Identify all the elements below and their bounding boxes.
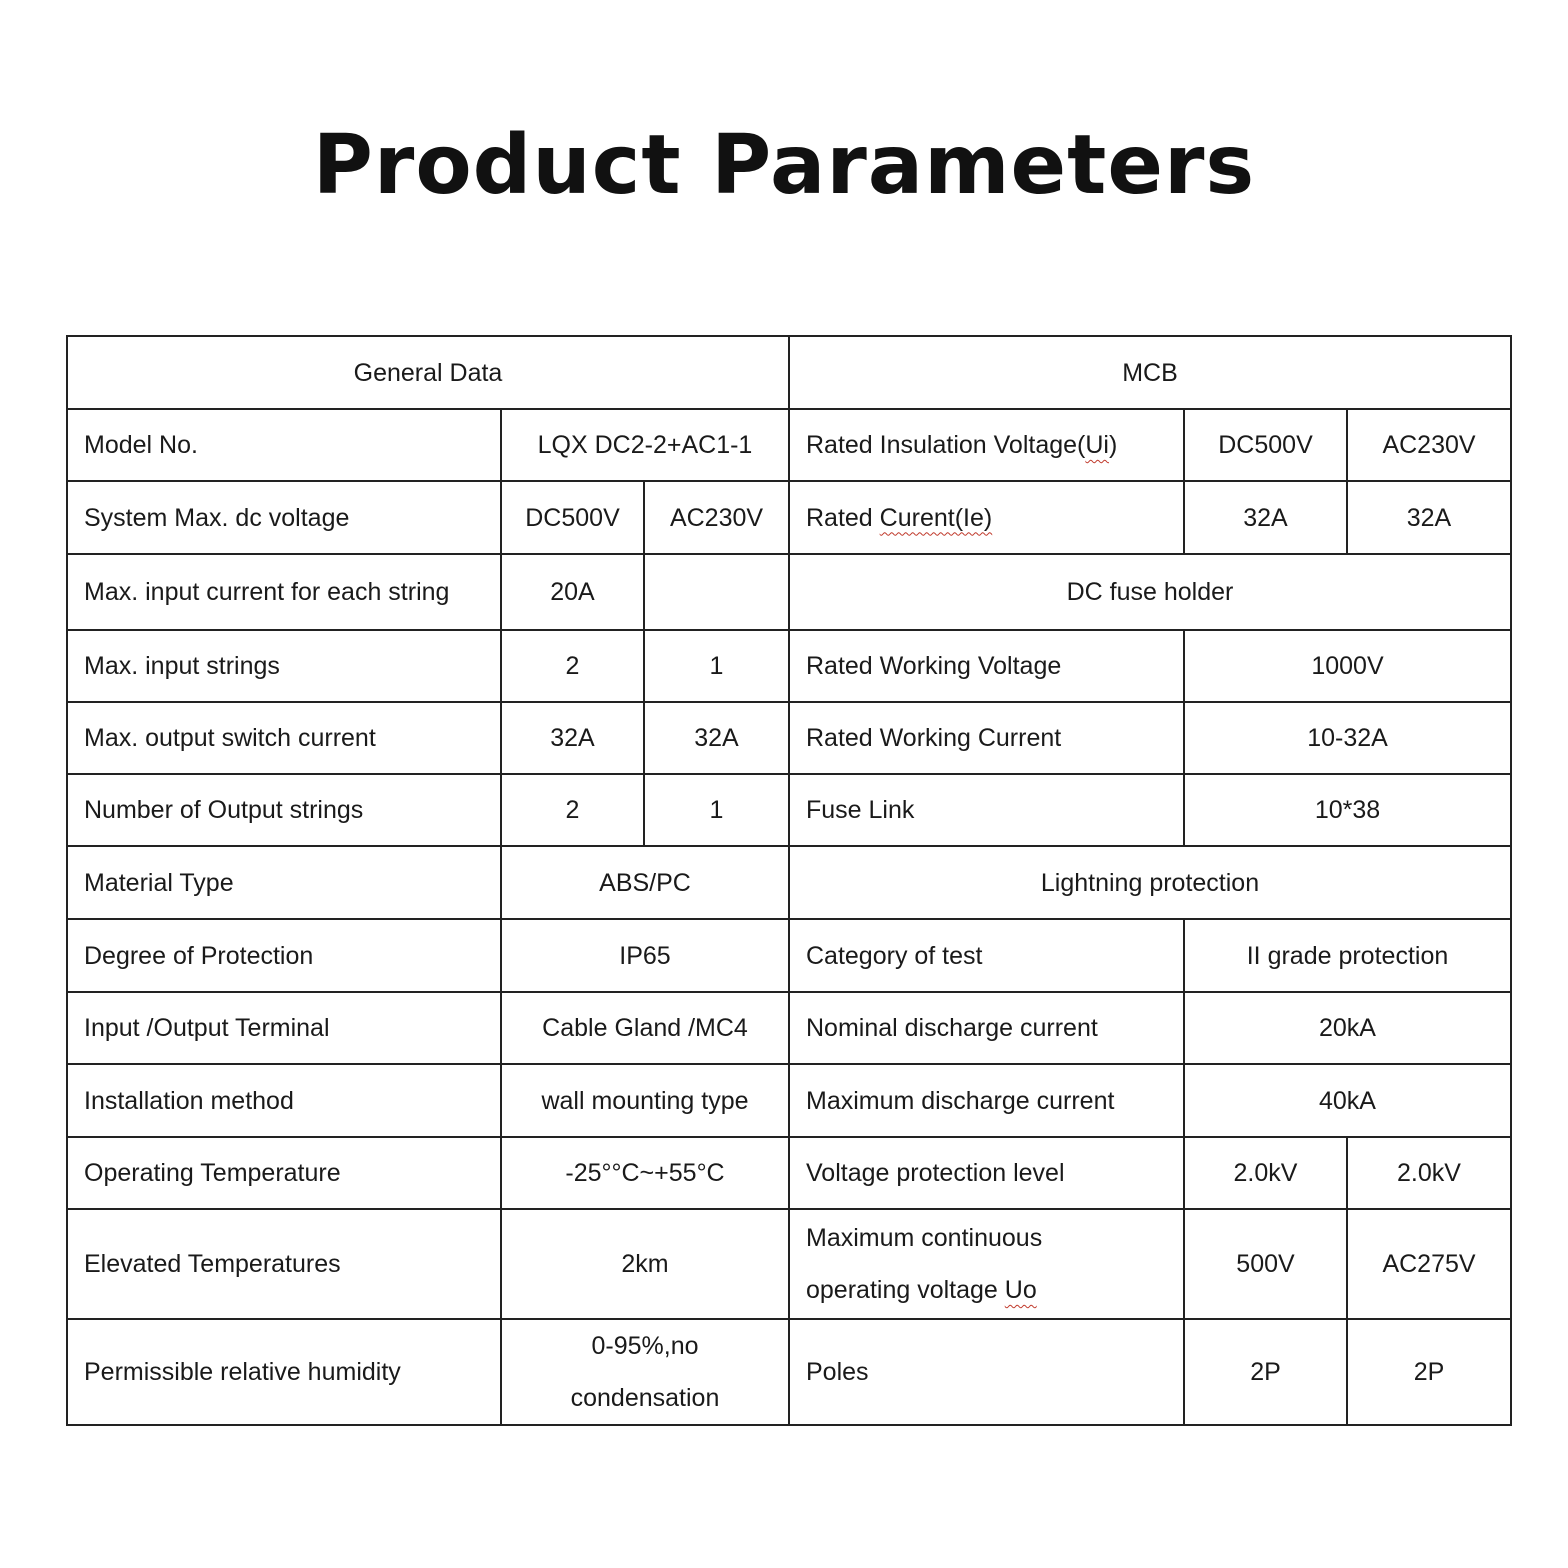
table-row	[67, 554, 1511, 630]
poles-dc: 2P	[1184, 1319, 1347, 1425]
input-strings-ac: 1	[644, 630, 789, 702]
mcov-label-line1: Maximum continuous	[806, 1224, 1043, 1252]
poles-label: Poles	[789, 1319, 1184, 1425]
humidity-value-line1: 0-95%,no	[591, 1332, 699, 1360]
table-row	[67, 336, 1511, 409]
category-label: Category of test	[789, 919, 1184, 992]
table-row	[67, 846, 1511, 919]
fuse-link-value: 10*38	[1184, 774, 1511, 846]
output-current-label: Max. output switch current	[67, 702, 501, 774]
fuse-link-label: Fuse Link	[789, 774, 1184, 846]
insulation-voltage-label	[789, 409, 1184, 481]
nominal-discharge-label: Nominal discharge current	[789, 992, 1184, 1064]
terminal-value: Cable Gland /MC4	[501, 992, 789, 1064]
parameters-table	[66, 335, 1512, 1426]
table-row	[67, 481, 1511, 554]
voltage-protection-ac: 2.0kV	[1347, 1137, 1511, 1209]
operating-temp-label: Operating Temperature	[67, 1137, 501, 1209]
mcov-label-uo: Uo	[1004, 1276, 1037, 1304]
humidity-value-line2: condensation	[570, 1384, 720, 1412]
output-strings-ac: 1	[644, 774, 789, 846]
input-strings-dc: 2	[501, 630, 644, 702]
protection-label: Degree of Protection	[67, 919, 501, 992]
elevated-label: Elevated Temperatures	[67, 1209, 501, 1319]
input-current-label: Max. input current for each string	[67, 554, 501, 630]
header-mcb: MCB	[789, 336, 1511, 409]
output-current-dc: 32A	[501, 702, 644, 774]
table-row	[67, 774, 1511, 846]
input-current-dc: 20A	[501, 554, 644, 630]
page-title: Product Parameters	[312, 118, 1256, 213]
maximum-discharge-value: 40kA	[1184, 1064, 1511, 1137]
rated-current-label	[789, 481, 1184, 554]
mcov-label	[789, 1209, 1184, 1319]
elevated-value: 2km	[501, 1209, 789, 1319]
installation-label: Installation method	[67, 1064, 501, 1137]
rated-current-label-u: Curent(Ie)	[879, 503, 993, 532]
header-lightning-protection: Lightning protection	[789, 846, 1511, 919]
table-row	[67, 630, 1511, 702]
table-row	[67, 1137, 1511, 1209]
insulation-voltage-dc: DC500V	[1184, 409, 1347, 481]
mcov-label-line2	[806, 1264, 1183, 1316]
poles-ac: 2P	[1347, 1319, 1511, 1425]
mcov-ac: AC275V	[1347, 1209, 1511, 1319]
table-row	[67, 1064, 1511, 1137]
table-row	[67, 1209, 1511, 1319]
input-strings-label: Max. input strings	[67, 630, 501, 702]
insulation-voltage-label-end: )	[1108, 431, 1118, 459]
rated-current-label-main: Rated	[806, 503, 880, 532]
model-value: LQX DC2-2+AC1-1	[501, 409, 789, 481]
rated-current-ac: 32A	[1347, 481, 1511, 554]
model-label: Model No.	[67, 409, 501, 481]
material-value: ABS/PC	[501, 846, 789, 919]
output-strings-label: Number of Output strings	[67, 774, 501, 846]
system-voltage-label: System Max. dc voltage	[67, 481, 501, 554]
table-row	[67, 702, 1511, 774]
material-label: Material Type	[67, 846, 501, 919]
working-current-label: Rated Working Current	[789, 702, 1184, 774]
insulation-voltage-ac: AC230V	[1347, 409, 1511, 481]
input-current-ac	[644, 554, 789, 630]
nominal-discharge-value: 20kA	[1184, 992, 1511, 1064]
table-row	[67, 992, 1511, 1064]
working-voltage-value: 1000V	[1184, 630, 1511, 702]
voltage-protection-label: Voltage protection level	[789, 1137, 1184, 1209]
table-row	[67, 409, 1511, 481]
mcov-label-line2-main: operating voltage	[806, 1276, 1005, 1304]
working-voltage-label: Rated Working Voltage	[789, 630, 1184, 702]
system-voltage-dc: DC500V	[501, 481, 644, 554]
output-current-ac: 32A	[644, 702, 789, 774]
mcov-dc: 500V	[1184, 1209, 1347, 1319]
humidity-label: Permissible relative humidity	[67, 1319, 501, 1425]
installation-value: wall mounting type	[501, 1064, 789, 1137]
header-general-data: General Data	[67, 336, 789, 409]
protection-value: IP65	[501, 919, 789, 992]
working-current-value: 10-32A	[1184, 702, 1511, 774]
maximum-discharge-label: Maximum discharge current	[789, 1064, 1184, 1137]
header-dc-fuse-holder: DC fuse holder	[789, 554, 1511, 630]
table-row	[67, 919, 1511, 992]
humidity-value	[501, 1319, 789, 1425]
system-voltage-ac: AC230V	[644, 481, 789, 554]
rated-current-dc: 32A	[1184, 481, 1347, 554]
category-value: II grade protection	[1184, 919, 1511, 992]
operating-temp-value: -25°°C~+55°C	[501, 1137, 789, 1209]
voltage-protection-dc: 2.0kV	[1184, 1137, 1347, 1209]
output-strings-dc: 2	[501, 774, 644, 846]
insulation-voltage-label-ui: Ui	[1085, 431, 1109, 459]
insulation-voltage-label-main: Rated Insulation Voltage(	[806, 431, 1086, 459]
terminal-label: Input /Output Terminal	[67, 992, 501, 1064]
table-row	[67, 1319, 1511, 1425]
